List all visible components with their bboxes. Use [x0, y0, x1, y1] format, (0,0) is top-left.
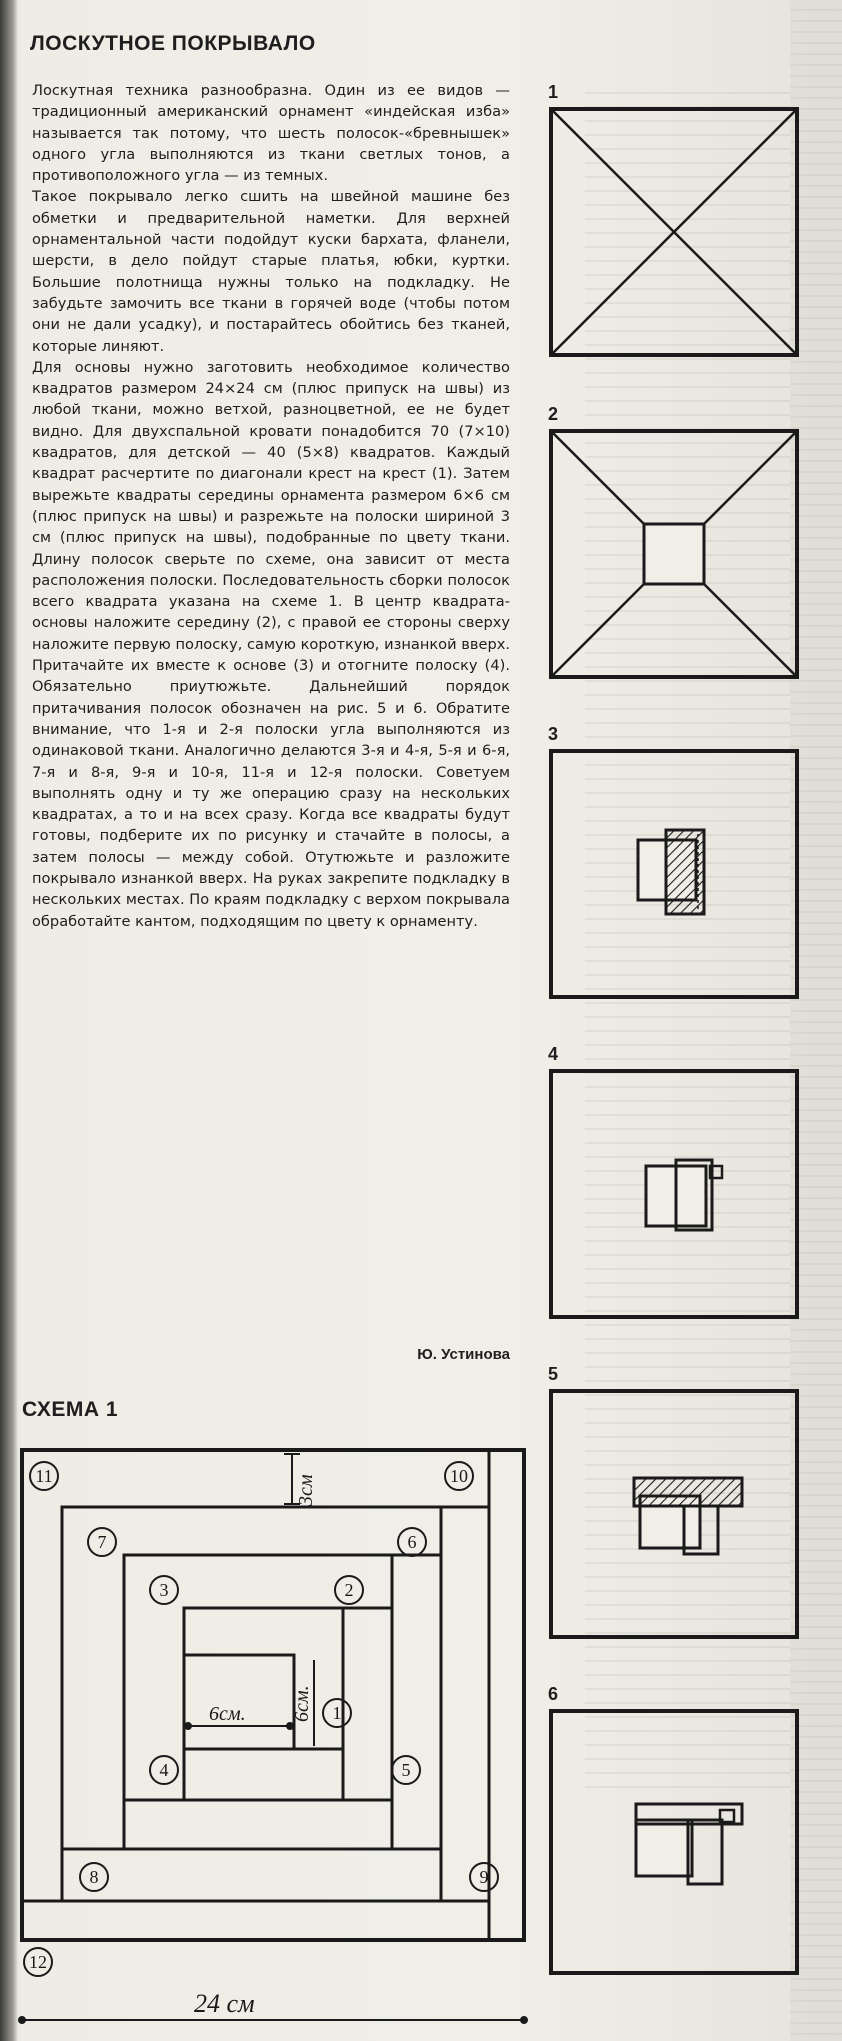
svg-text:8: 8 [89, 1867, 99, 1887]
ring-7-9 [62, 1507, 441, 1849]
figure-5-second-strip [548, 1388, 800, 1640]
strip-number-11 [30, 1462, 58, 1490]
figure-number-2: 2 [548, 404, 559, 424]
strip-number-9 [470, 1863, 498, 1891]
schema-1-diagram [14, 1440, 544, 2040]
svg-text:4: 4 [159, 1760, 169, 1780]
strip-number-8 [80, 1863, 108, 1891]
figure-number-6: 6 [548, 1684, 559, 1704]
center-square [184, 1655, 294, 1749]
figure-2-center [548, 428, 800, 680]
strip-number-6 [398, 1528, 426, 1556]
strip-number-7 [88, 1528, 116, 1556]
strip-number-5 [392, 1756, 420, 1784]
dim-label-strip: 3см [295, 1474, 317, 1506]
paragraph-intro: Лоскутная техника разнообразна. Один из ее видов — традиционный американский орнамент «индейская изба» называется так потому, что шесть полосок-«бревнышек» одного угла выполняются из ткани светлых тонов, а противоположного угла — из темных. [32, 82, 510, 185]
svg-text:2: 2 [344, 1580, 354, 1600]
svg-text:5: 5 [401, 1760, 411, 1780]
dim-label-center-w: 6см. [209, 1703, 246, 1725]
ring-1-center [184, 1608, 343, 1749]
svg-text:6: 6 [407, 1532, 417, 1552]
dim-label-center-h: 6см. [291, 1685, 313, 1722]
schema-title: СХЕМА 1 [22, 1398, 119, 1421]
strip-number-4 [150, 1756, 178, 1784]
figure-number-5: 5 [548, 1364, 559, 1384]
strip-number-10 [445, 1462, 473, 1490]
figure-4-fold [548, 1068, 800, 1320]
dim-label-total: 24 см [194, 1989, 255, 2018]
strip-number-1 [323, 1699, 351, 1727]
paragraph-instructions: Для основы нужно заготовить необходимое количество квадратов размером 24×24 см (плюс припуск на швы) из любой ткани, можно ветхой, разноцветной, ее не будет видно. Для двухспальной кровати понадобится 70 (7×10) квадратов, для детской — 40 (5×8) квадратов. Каждый квадрат расчертите по диагонали крест на крест (1). Затем вырежьте квадраты середины орнамента размером 6×6 см (плюс припуск на швы) и разрежьте на полоски шириной 3 см (плюс припуск на швы), подобранные по цвету ткани. Длину полосок сверьте по схеме, она зависит от места расположения полоски. Последовательность сборки полосок всего квадрата указана на схеме 1. В центр квадрата-основы наложите середину (2), с правой ее стороны сверху наложите первую полоску, самую короткую, изнанкой вверх. Притачайте их вместе к основе (3) и отогните полоску (4). Обязательно приутюжьте. Дальнейший порядок притачивания полосок обозначен на рис. 5 и 6. Обратите внимание, что 1-я и 2-я полоски угла выполняются из одинаковой ткани. Аналогично делаются 3-я и 4-я, 5-я и 6-я, 7-я и 8-я, 9-я и 10-я, 11-я и 12-я полоски. Советуем выполнять одну и ту же операцию сразу на нескольких квадратах, а то и на всех сразу. Когда все квадраты будут готовы, подберите их по рисунку и стачайте в полосы, а затем полосы — между собой. Отутюжьте и разложите покрывало изнанкой вверх. На руках закрепите подкладку в нескольких местах. По краям подкладку с верхом покрывала обработайте кантом, подходящим по цвету к орнаменту. [32, 358, 510, 930]
ring-10-12 [62, 1507, 489, 1901]
svg-text:12: 12 [29, 1952, 47, 1972]
strip-number-12 [24, 1948, 52, 1976]
figure-number-1: 1 [548, 82, 559, 102]
svg-text:1: 1 [332, 1703, 342, 1723]
article-title: ЛОСКУТНОЕ ПОКРЫВАЛО [30, 32, 316, 55]
strip-number-2 [335, 1576, 363, 1604]
figure-number-4: 4 [548, 1044, 559, 1064]
paragraph-materials: Такое покрывало легко сшить на швейной машине без обметки и предварительной наметки. Для верхней орнаментальной части подойдут куски бархата, фланели, шерсти, в дело пойдут старые платья, юбки, куртки. Большие полотнища нужны только на подкладку. Не забудьте замочить все ткани в горячей воде (чтобы потом они не дали усадку), и постарайтесь обойтись без тканей, которые линяют. [32, 188, 510, 355]
author-signature: Ю. Устинова [417, 1346, 510, 1363]
strip-11-outline [22, 1450, 489, 1901]
svg-text:10: 10 [450, 1466, 468, 1486]
svg-text:11: 11 [35, 1466, 53, 1486]
article-body [32, 80, 510, 932]
svg-text:9: 9 [479, 1867, 489, 1887]
figure-number-3: 3 [548, 724, 559, 744]
svg-text:7: 7 [97, 1532, 107, 1552]
strip-number-3 [150, 1576, 178, 1604]
figure-3-first-strip [548, 748, 800, 1000]
figure-1-diagonals [548, 106, 800, 358]
svg-text:3: 3 [159, 1580, 169, 1600]
figure-6-assembly [548, 1708, 800, 1978]
